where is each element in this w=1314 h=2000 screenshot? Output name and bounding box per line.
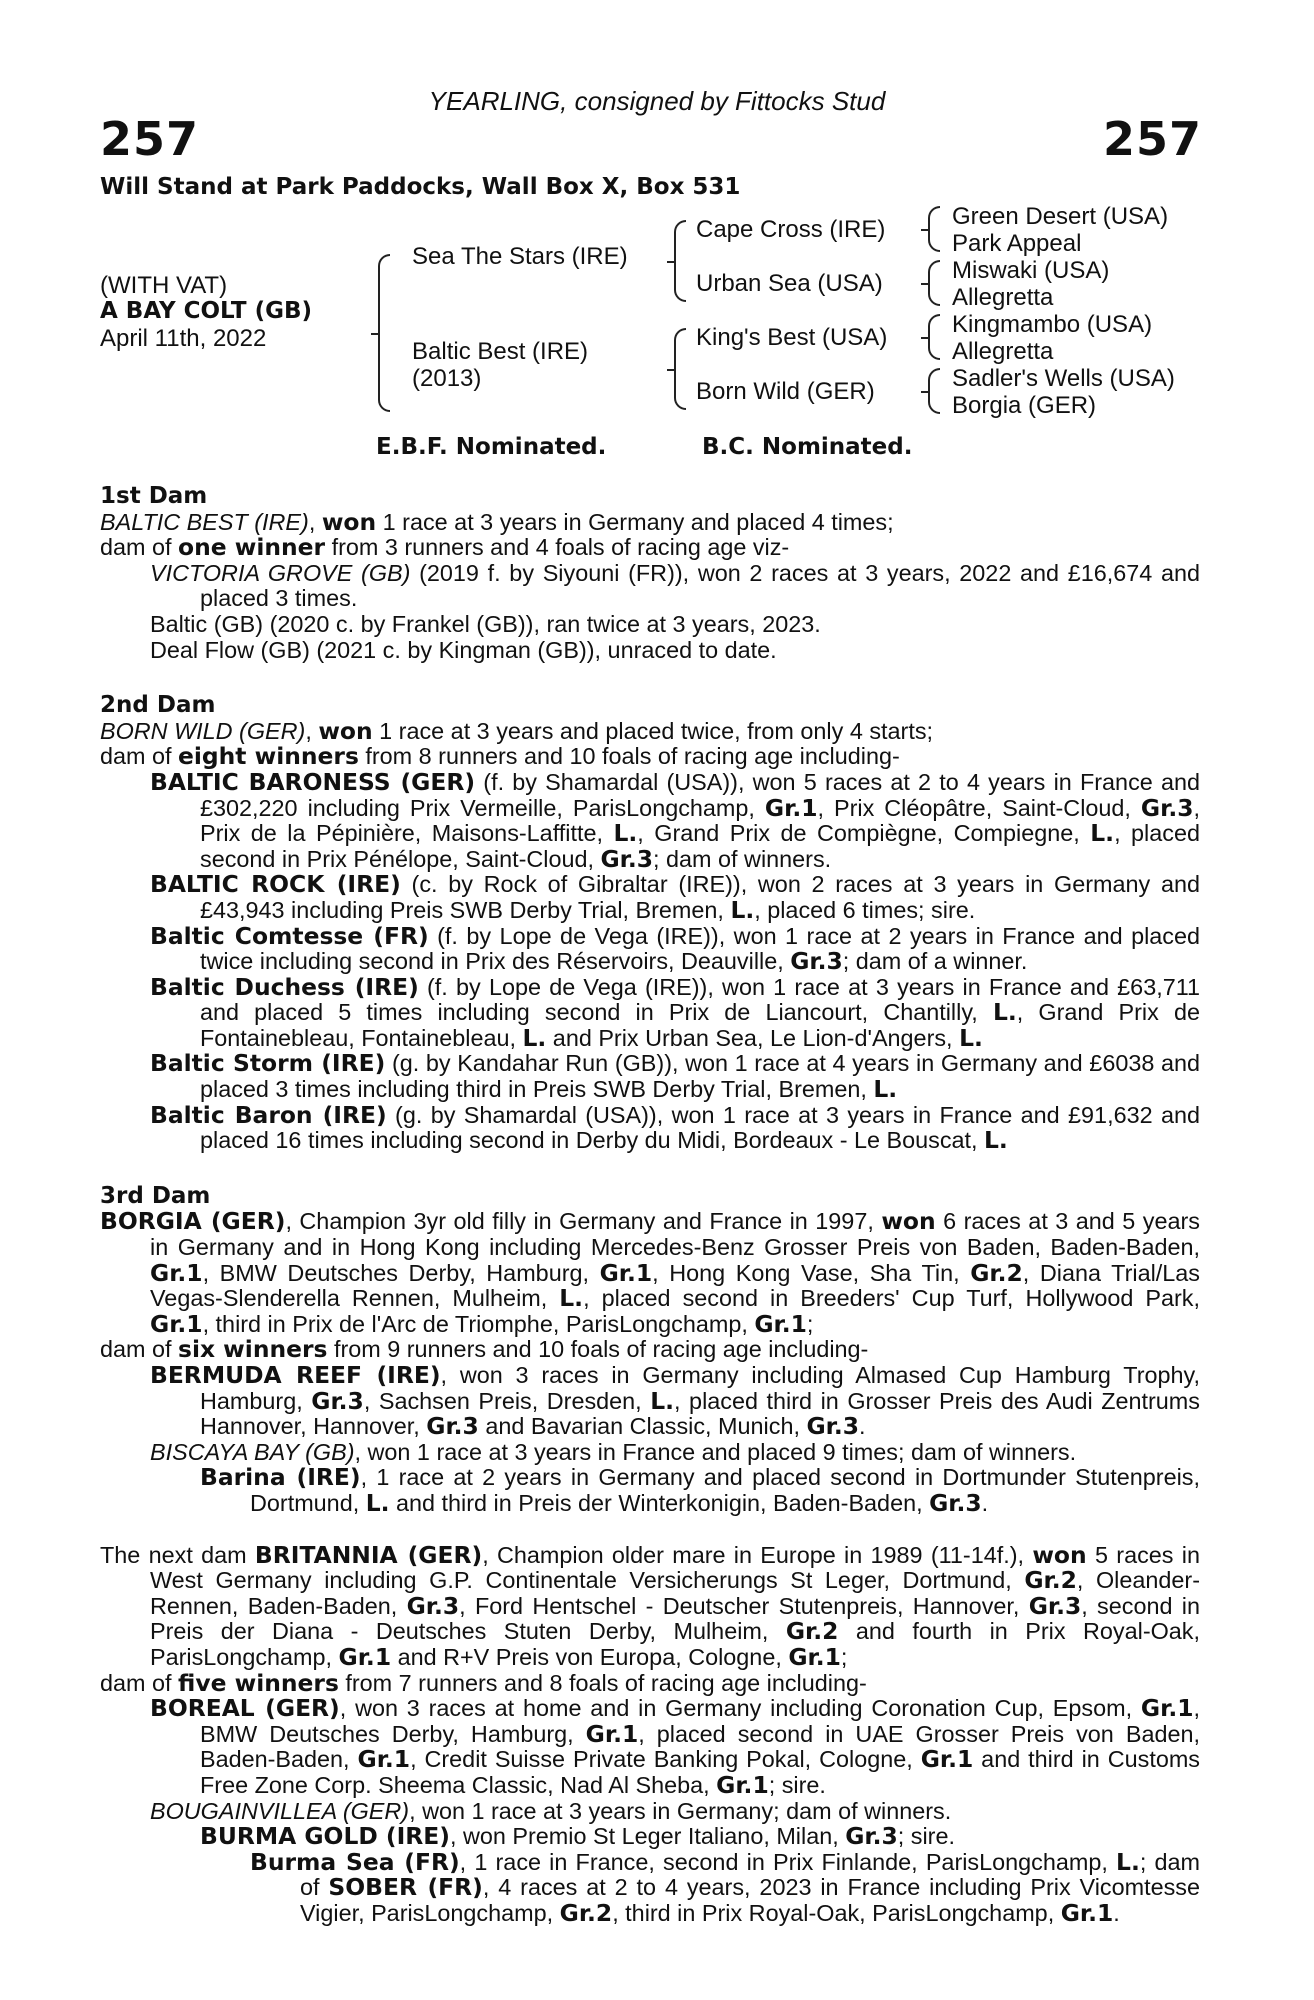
pedigree-brace-1 [378, 254, 390, 412]
catalogue-body [100, 484, 1200, 1926]
pedigree-entry: Deal Flow (GB) (2021 c. by Kingman (GB)), unraced to date. [150, 636, 777, 663]
gen3-4: Allegretta [952, 284, 1054, 311]
pedigree-entry: BOREAL (GER), won 3 races at home and in Germany including Coronation Cup, Epsom, Gr.1, BMW Deutsches Derby, Hamburg, Gr.1, placed second in UAE Grosser Preis von Baden, Baden-Baden, Gr.1, Credit Suisse Private Banking Pokal, Cologne, Gr.1 and third in Customs Free Zone Corp. Sheema Classic, Nad Al Sheba, Gr.1; sire. [150, 1694, 1201, 1799]
pedigree-entry: The next dam BRITANNIA (GER), Champion older mare in Europe in 1989 (11-14f.), won 5 races in West Germany including G.P. Continentale Versicherungs St Leger, Dortmund, Gr.2, Oleander-Rennen, Baden-Baden, Gr.3, Ford Hentschel - Deutscher Stutenpreis, Hannover, Gr.3, second in Preis der Diana - Deutsches Stuten Derby, Mulheim, Gr.2 and fourth in Prix Royal-Oak, ParisLongchamp, Gr.1 and R+V Preis von Europa, Cologne, Gr.1; [100, 1540, 1201, 1671]
pedigree-entry: dam of five winners from 7 runners and 8 foals of racing age including- [100, 1668, 867, 1697]
pedigree-brace-3b [928, 260, 940, 306]
pedigree-brace-3d [928, 368, 940, 414]
pedigree-entry: Burma Sea (FR), 1 race in France, second in Prix Finlande, ParisLongchamp, L.; dam of SOBER (FR), 4 races at 2 to 4 years, 2023 in France including Prix Vicomtesse Vigier, ParisLongchamp, Gr.2, third in Prix Royal-Oak, ParisLongchamp, Gr.1. [250, 1847, 1201, 1927]
pedigree-entry: BERMUDA REEF (IRE), won 3 races in Germany including Almased Cup Hamburg Trophy, Hamburg, Gr.3, Sachsen Preis, Dresden, L., placed third in Grosser Preis des Audi Zentrums Hannover, Hannover, Gr.3 and Bavarian Classic, Munich, Gr.3. [150, 1361, 1200, 1441]
gen3-8: Borgia (GER) [952, 392, 1097, 419]
lot-number-right: 257 [1102, 112, 1202, 166]
stand-location: Will Stand at Park Paddocks, Wall Box X, Box 531 [100, 174, 741, 200]
gen3-7: Sadler's Wells (USA) [952, 365, 1175, 392]
pedigree-entry: dam of six winners from 9 runners and 10 foals of racing age including- [100, 1335, 869, 1364]
pedigree-entry: Barina (IRE), 1 race at 2 years in Germany and placed second in Dortmunder Stutenpreis, Dortmund, L. and third in Preis der Winterkonigin, Baden-Baden, Gr.3. [200, 1463, 1200, 1517]
pedigree-entry: VICTORIA GROVE (GB) (2019 f. by Siyouni (FR)), won 2 races at 3 years, 2022 and £16,674 and placed 3 times. [150, 559, 1200, 612]
pedigree-entry: Baltic Comtesse (FR) (f. by Lope de Vega (IRE)), won 1 race at 2 years in France and placed twice including second in Prix des Réservoirs, Deauville, Gr.3; dam of a winner. [150, 921, 1200, 976]
pedigree-entry: BISCAYA BAY (GB), won 1 race at 3 years in France and placed 9 times; dam of winners. [150, 1438, 1077, 1465]
pedigree-entry: dam of eight winners from 8 runners and 10 foals of racing age including- [100, 742, 900, 771]
gen3-6: Allegretta [952, 338, 1054, 365]
dam: Baltic Best (IRE) [412, 338, 589, 365]
gen3-5: Kingmambo (USA) [952, 311, 1153, 338]
pedigree-entry: Baltic Storm (IRE) (g. by Kandahar Run (GB)), won 1 race at 4 years in Germany and £6038 and placed 3 times including third in Preis SWB Derby Trial, Bremen, L. [150, 1049, 1201, 1104]
bc-nominated: B.C. Nominated. [702, 434, 913, 460]
section-heading: 2nd Dam [100, 692, 216, 719]
gen3-1: Green Desert (USA) [952, 203, 1169, 230]
sire: Sea The Stars (IRE) [412, 243, 628, 270]
pedigree-entry: Baltic (GB) (2020 c. by Frankel (GB)), ran twice at 3 years, 2023. [150, 610, 821, 637]
horse-name: A BAY COLT (GB) [100, 298, 313, 324]
pedigree-brace-2a [674, 220, 686, 302]
gen3-3: Miswaki (USA) [952, 257, 1110, 284]
pedigree-entry: BORGIA (GER), Champion 3yr old filly in Germany and France in 1997, won 6 races at 3 and 5 years in Germany and in Hong Kong including Mercedes-Benz Grosser Preis von Baden, Baden-Baden, Gr.1, BMW Deutsches Derby, Hamburg, Gr.1, Hong Kong Vase, Sha Tin, Gr.2, Diana Trial/Las Vegas-Slenderella Rennen, Mulheim, L., placed second in Breeders' Cup Turf, Hollywood Park, Gr.1, third in Prix de l'Arc de Triomphe, ParisLongchamp, Gr.1; [100, 1207, 1200, 1338]
pedigree-entry: Baltic Duchess (IRE) (f. by Lope de Vega (IRE)), won 1 race at 3 years in France and £63,711 and placed 5 times including second in Prix de Liancourt, Chantilly, L., Grand Prix de Fontainebleau, Fontainebleau, L. and Prix Urban Sea, Le Lion-d'Angers, L. [150, 972, 1200, 1052]
next-dam-section [100, 1540, 1201, 1927]
pedigree-entry: Baltic Baron (IRE) (g. by Shamardal (USA)), won 1 race at 3 years in France and £91,632 and placed 16 times including second in Derby du Midi, Bordeaux - Le Bouscat, L. [150, 1100, 1200, 1155]
pedigree-brace-2b [674, 328, 686, 410]
ebf-nominated: E.B.F. Nominated. [376, 434, 607, 460]
dam-sire: King's Best (USA) [696, 324, 888, 351]
pedigree-entry: BURMA GOLD (IRE), won Premio St Leger Italiano, Milan, Gr.3; sire. [200, 1822, 955, 1851]
pedigree-brace-3c [928, 314, 940, 360]
date-of-birth: April 11th, 2022 [100, 325, 267, 352]
pedigree-brace-3a [928, 206, 940, 252]
dam-dam: Born Wild (GER) [696, 378, 875, 405]
consignment-line: YEARLING, consigned by Fittocks Stud [428, 86, 886, 116]
sire-dam: Urban Sea (USA) [696, 270, 883, 297]
section-heading: 3rd Dam [100, 1182, 211, 1209]
pedigree-entry: BALTIC BARONESS (GER) (f. by Shamardal (USA)), won 5 races at 2 to 4 years in France and £302,220 including Prix Vermeille, ParisLongchamp, Gr.1, Prix Cléopâtre, Saint-Cloud, Gr.3, Prix de la Pépinière, Maisons-Laffitte, L., Grand Prix de Compiègne, Compiegne, L., placed second in Prix Pénélope, Saint-Cloud, Gr.3; dam of winners. [150, 767, 1200, 873]
pedigree-entry: BALTIC BEST (IRE), won 1 race at 3 years in Germany and placed 4 times; [100, 507, 894, 536]
pedigree-entry: dam of one winner from 3 runners and 4 foals of racing age viz- [100, 533, 790, 562]
gen3-2: Park Appeal [952, 230, 1082, 257]
dam-year: (2013) [412, 365, 482, 392]
pedigree-entry: BORN WILD (GER), won 1 race at 3 years and placed twice, from only 4 starts; [100, 716, 934, 745]
lot-number-left: 257 [100, 112, 200, 166]
vat-note: (WITH VAT) [100, 272, 228, 299]
pedigree-entry: BALTIC ROCK (IRE) (c. by Rock of Gibraltar (IRE)), won 2 races at 3 years in Germany and £43,943 including Preis SWB Derby Trial, Bremen, L., placed 6 times; sire. [150, 870, 1200, 924]
pedigree-entry: BOUGAINVILLEA (GER), won 1 race at 3 years in Germany; dam of winners. [150, 1797, 952, 1824]
section-heading: 1st Dam [100, 483, 208, 509]
sire-sire: Cape Cross (IRE) [696, 216, 886, 243]
